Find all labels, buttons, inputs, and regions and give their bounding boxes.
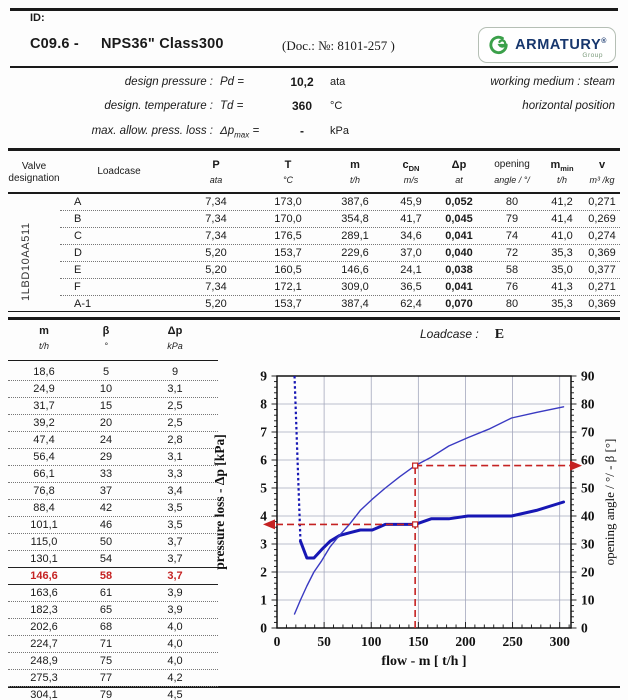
table-row	[60, 210, 620, 227]
table-row	[60, 194, 620, 210]
value-cell: 289,1	[341, 230, 369, 242]
col-header-mmin: $m_{min}$ t/h	[550, 159, 574, 185]
flow-value-cell: 4,5	[167, 689, 183, 700]
y-axis-label-right: 10	[581, 592, 595, 608]
flow-value-cell: 24,9	[33, 383, 55, 395]
param-symbol-pd: Pd =	[220, 76, 244, 88]
table-row	[60, 261, 620, 278]
value-cell: 80	[505, 196, 519, 208]
flow-value-cell: 4,0	[167, 621, 183, 633]
value-cell: 35,3	[551, 247, 573, 259]
value-cell: 153,7	[274, 247, 302, 259]
plot-frame	[277, 376, 571, 628]
loadcase-table-header	[8, 156, 620, 188]
position-text: horizontal position	[522, 100, 615, 112]
flow-value-cell: 163,6	[30, 587, 58, 599]
flow-value-cell: 54	[99, 553, 113, 565]
y-axis-label-right: 0	[581, 620, 588, 636]
loadcase-cell: A-1	[74, 298, 92, 310]
y-axis-label-right: 40	[581, 508, 595, 524]
flow-table-row	[8, 686, 218, 700]
flow-table-body	[8, 364, 218, 700]
flow-value-cell: 3,7	[167, 570, 183, 582]
col-header-dp: Δp at	[451, 159, 467, 185]
flow-value-cell: 18,6	[33, 366, 55, 378]
y-axis-label-left: 6	[260, 452, 267, 468]
value-cell: 35,0	[551, 264, 573, 276]
flow-value-cell: 3,9	[167, 604, 183, 616]
value-cell: 354,8	[341, 213, 369, 225]
flow-value-cell: 248,9	[30, 655, 58, 667]
flow-value-cell: 224,7	[30, 638, 58, 650]
flow-table-row	[8, 448, 218, 465]
y-axis-label-right: 70	[581, 424, 595, 440]
flow-col-beta: β °	[102, 325, 110, 351]
title-code: C09.6 -	[30, 36, 79, 52]
value-cell: 37,0	[400, 247, 422, 259]
flow-table-row	[8, 533, 218, 550]
flow-table-row	[8, 431, 218, 448]
x-axis-tick-label: 50	[317, 634, 331, 649]
value-cell: 309,0	[341, 281, 369, 293]
value-cell: 7,34	[205, 230, 227, 242]
value-cell: 41,7	[400, 213, 422, 225]
loadcase-cell: D	[74, 247, 82, 259]
x-axis-tick-label: 100	[361, 634, 382, 649]
flow-value-cell: 146,6	[30, 570, 58, 582]
flow-value-cell: 3,1	[167, 451, 183, 463]
flow-table-row	[8, 550, 218, 567]
value-cell: 79	[505, 213, 519, 225]
value-cell: 5,20	[205, 298, 227, 310]
flow-value-cell: 58	[99, 570, 113, 582]
y-axis-label-left: 8	[260, 396, 267, 412]
value-cell: 0,070	[445, 298, 473, 310]
flow-value-cell: 76,8	[33, 485, 55, 497]
value-cell: 0,271	[588, 281, 616, 293]
flow-value-cell: 15	[99, 400, 113, 412]
param-label-temperature: design. temperature :	[104, 100, 213, 112]
value-cell: 229,6	[341, 247, 369, 259]
col-header-p: P ata	[209, 159, 223, 185]
y-axis-label-right: 60	[581, 452, 595, 468]
value-cell: 153,7	[274, 298, 302, 310]
param-label-pressloss: max. allow. press. loss :	[91, 125, 213, 137]
value-cell: 36,5	[400, 281, 422, 293]
registered-mark: ®	[601, 38, 607, 46]
flow-value-cell: 42	[99, 502, 113, 514]
value-cell: 41,3	[551, 281, 573, 293]
title-name: NPS36" Class300	[100, 36, 224, 52]
value-cell: 7,34	[205, 213, 227, 225]
flow-value-cell: 115,0	[30, 536, 58, 548]
value-cell: 58	[505, 264, 519, 276]
x-axis-tick-label: 300	[549, 634, 570, 649]
value-cell: 146,6	[341, 264, 369, 276]
id-label: ID:	[30, 12, 45, 24]
value-cell: 176,5	[274, 230, 302, 242]
param-value-dpmax: -	[300, 124, 304, 138]
value-cell: 0,041	[445, 230, 473, 242]
flow-value-cell: 3,1	[167, 383, 183, 395]
flow-value-cell: 3,7	[167, 536, 183, 548]
y-axis-label-left: 5	[260, 480, 267, 496]
flow-table-row	[8, 652, 218, 669]
loadcase-value: E	[494, 327, 505, 342]
x-axis-title: flow - m [ t/h ]	[381, 654, 467, 668]
flow-value-cell: 182,3	[30, 604, 58, 616]
flow-table-row	[8, 380, 218, 397]
value-cell: 7,34	[205, 196, 227, 208]
col-header-opening: opening angle / °/	[494, 159, 530, 185]
param-value-td: 360	[291, 99, 313, 113]
flow-value-cell: 101,1	[30, 519, 58, 531]
y-axis-label-left: 0	[260, 620, 267, 636]
loadcase-cell: A	[74, 196, 82, 208]
loadcase-label: Loadcase :	[420, 327, 479, 341]
y-axis-label-left: 7	[260, 424, 267, 440]
doc-number: (Doc.: №: 8101-257 )	[282, 38, 395, 53]
value-cell: 76	[505, 281, 519, 293]
flow-value-cell: 65	[99, 604, 113, 616]
col-header-cdn: $c_{DN}$ m/s	[402, 159, 420, 185]
annotation-marker	[413, 522, 418, 527]
logo-wordmark: ARMATURY®	[515, 37, 607, 53]
value-cell: 45,9	[400, 196, 422, 208]
flow-value-cell: 20	[99, 417, 113, 429]
y-axis-label-right: 20	[581, 564, 595, 580]
value-cell: 0,377	[588, 264, 616, 276]
pressure-loss-curve	[300, 502, 563, 558]
flow-value-cell: 10	[99, 383, 113, 395]
value-cell: 0,038	[445, 264, 473, 276]
loadcase-table-body	[60, 194, 620, 312]
flow-table-row	[8, 499, 218, 516]
y-axis-title-right: opening angle / °/ - β [°]	[602, 438, 617, 566]
value-cell: 62,4	[400, 298, 422, 310]
logo-group-label: Group	[582, 52, 603, 59]
value-cell: 7,34	[205, 281, 227, 293]
header-rule	[10, 66, 618, 68]
y-axis-label-left: 3	[260, 536, 267, 552]
flow-value-cell: 3,5	[167, 502, 183, 514]
flow-value-cell: 56,4	[33, 451, 55, 463]
flow-value-cell: 4,0	[167, 655, 183, 667]
col-header-m: m t/h	[349, 159, 360, 185]
param-unit-dpmax: kPa	[330, 125, 349, 137]
flow-value-cell: 46	[99, 519, 113, 531]
flow-value-cell: 3,3	[167, 468, 183, 480]
y-axis-label-right: 80	[581, 396, 595, 412]
flow-col-m: m t/h	[38, 325, 49, 351]
value-cell: 41,0	[551, 230, 573, 242]
y-axis-label-right: 30	[581, 536, 595, 552]
y-axis-label-right: 50	[581, 480, 595, 496]
y-axis-label-left: 4	[260, 508, 267, 524]
value-cell: 0,369	[588, 247, 616, 259]
flow-value-cell: 5	[102, 366, 110, 378]
flow-value-cell: 47,4	[33, 434, 55, 446]
loadcase-cell: C	[74, 230, 82, 242]
value-cell: 5,20	[205, 247, 227, 259]
value-cell: 170,0	[274, 213, 302, 225]
armatury-logo	[478, 27, 616, 63]
loadcase-cell: E	[74, 264, 82, 276]
logo-swirl-icon	[487, 33, 510, 57]
value-cell: 74	[505, 230, 519, 242]
annotation-marker	[413, 463, 418, 468]
flow-value-cell: 4,2	[167, 672, 183, 684]
value-cell: 387,6	[341, 196, 369, 208]
y-axis-label-left: 2	[260, 564, 267, 580]
flow-value-cell: 29	[99, 451, 113, 463]
flow-value-cell: 2,5	[167, 400, 183, 412]
y-axis-title-left: pressure loss - Δp [kPa]	[212, 434, 227, 570]
flow-value-cell: 2,8	[167, 434, 183, 446]
working-medium-text: working medium : steam	[490, 76, 615, 88]
flow-table-header	[8, 322, 218, 354]
flow-table-row	[8, 397, 218, 414]
flow-value-cell: 77	[99, 672, 113, 684]
flow-table-row	[8, 516, 218, 533]
flow-value-cell: 3,4	[167, 485, 183, 497]
flow-value-cell: 88,4	[33, 502, 55, 514]
col-header-t: T °C	[282, 159, 294, 185]
x-axis-tick-label: 250	[502, 634, 523, 649]
value-cell: 0,269	[588, 213, 616, 225]
value-cell: 41,4	[551, 213, 573, 225]
loadcase-cell: B	[74, 213, 82, 225]
param-value-pd: 10,2	[290, 75, 314, 89]
flow-value-cell: 24	[99, 434, 113, 446]
selected-loadcase	[420, 327, 504, 343]
flow-table-row	[8, 618, 218, 635]
value-cell: 72	[505, 247, 519, 259]
flow-value-cell: 9	[171, 366, 179, 378]
x-axis-tick-label: 150	[408, 634, 429, 649]
x-axis-tick-label: 0	[273, 634, 281, 649]
value-cell: 0,052	[445, 196, 473, 208]
value-cell: 172,1	[274, 281, 302, 293]
value-cell: 41,2	[551, 196, 573, 208]
param-unit-td: °C	[330, 100, 343, 112]
value-cell: 35,3	[551, 298, 573, 310]
flow-value-cell: 275,3	[30, 672, 58, 684]
value-cell: 80	[505, 298, 519, 310]
param-label-pressure: design pressure :	[124, 76, 213, 88]
y-axis-label-right: 90	[581, 368, 595, 384]
value-cell: 34,6	[400, 230, 422, 242]
table-row	[60, 295, 620, 312]
page-title	[30, 36, 224, 52]
y-axis-label-left: 1	[260, 592, 267, 608]
flow-value-cell: 2,5	[167, 417, 183, 429]
flow-value-cell: 3,5	[167, 519, 183, 531]
flow-value-cell: 130,1	[30, 553, 58, 565]
table-row	[60, 278, 620, 295]
flow-value-cell: 66,1	[33, 468, 55, 480]
value-cell: 0,271	[588, 196, 616, 208]
flow-table-row	[8, 585, 218, 601]
opening-angle-curve	[295, 407, 564, 614]
flow-value-cell: 75	[99, 655, 113, 667]
y-axis-label-left: 9	[260, 368, 267, 384]
value-cell: 173,0	[274, 196, 302, 208]
value-cell: 0,041	[445, 281, 473, 293]
flow-value-cell: 68	[99, 621, 113, 633]
flow-value-cell: 304,1	[30, 689, 58, 700]
x-axis-tick-label: 200	[455, 634, 476, 649]
curve-dotted-segment	[295, 376, 301, 541]
table2-header-rule	[8, 360, 218, 361]
flow-value-cell: 202,6	[30, 621, 58, 633]
param-unit-pd: ata	[330, 76, 346, 88]
value-cell: 0,040	[445, 247, 473, 259]
value-cell: 0,369	[588, 298, 616, 310]
flow-value-cell: 4,0	[167, 638, 183, 650]
loadcase-cell: F	[74, 281, 81, 293]
value-cell: 5,20	[205, 264, 227, 276]
flow-value-cell: 71	[99, 638, 113, 650]
flow-table-row	[8, 669, 218, 686]
table1-end-thick-rule	[8, 317, 620, 320]
flow-chart	[210, 360, 628, 668]
flow-table-row	[8, 465, 218, 482]
flow-value-cell: 3,7	[167, 553, 183, 565]
value-cell: 0,274	[588, 230, 616, 242]
param-symbol-td: Td =	[220, 100, 244, 112]
flow-table-row	[8, 482, 218, 499]
flow-value-cell: 50	[99, 536, 113, 548]
table-row	[60, 244, 620, 261]
flow-value-cell: 79	[99, 689, 113, 700]
flow-value-cell: 39,2	[33, 417, 55, 429]
col-header-v: v m³ /kg	[589, 159, 615, 185]
value-cell: 24,1	[400, 264, 422, 276]
valve-designation-header: Valve designation	[8, 161, 60, 184]
flow-value-cell: 3,9	[167, 587, 183, 599]
loadcase-header: Loadcase	[97, 166, 141, 177]
flow-table-row	[8, 567, 218, 585]
flow-table-row	[8, 364, 218, 380]
table-row	[60, 227, 620, 244]
flow-table-row	[8, 635, 218, 652]
flow-table-row	[8, 414, 218, 431]
flow-col-dp: Δp kPa	[167, 325, 183, 351]
value-cell: 160,5	[274, 264, 302, 276]
valve-designation: 1LBD10AA511	[20, 222, 32, 301]
top-rule	[10, 8, 618, 11]
value-cell: 0,045	[445, 213, 473, 225]
param-symbol-dpmax: $\Delta p_{max}$ =	[220, 125, 260, 140]
flow-value-cell: 31,7	[33, 400, 55, 412]
value-cell: 387,4	[341, 298, 369, 310]
flow-value-cell: 33	[99, 468, 113, 480]
flow-value-cell: 37	[99, 485, 113, 497]
flow-table-row	[8, 601, 218, 618]
flow-value-cell: 61	[99, 587, 113, 599]
params-rule	[8, 148, 620, 151]
